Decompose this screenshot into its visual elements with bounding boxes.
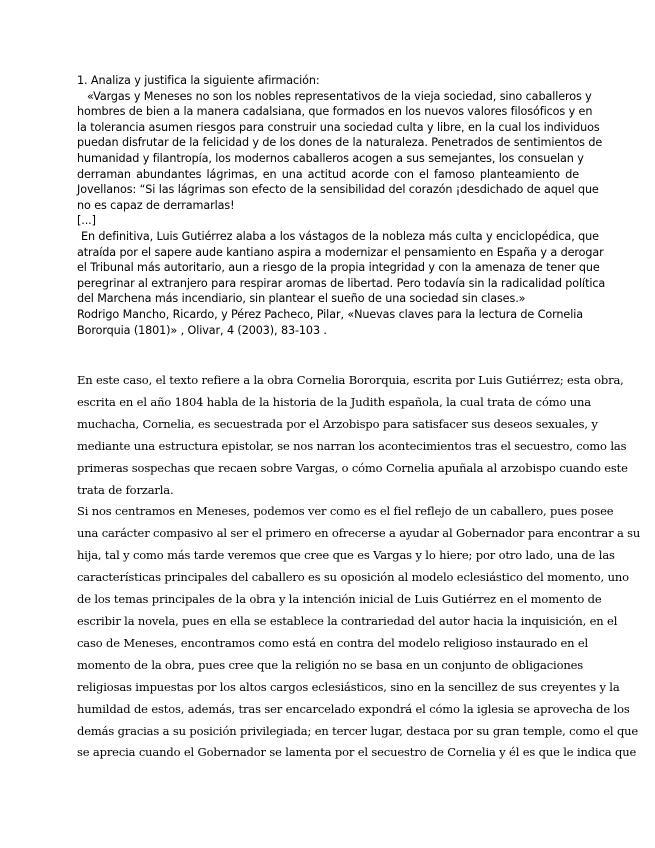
answer-line: En este caso, el texto refiere a la obra Cornelia Bororquia, escrita por Luis Gutiérrez; esta obra, xyxy=(77,373,624,387)
answer-line: de los temas principales de la obra y la intención inicial de Luis Gutiérrez en el momento de xyxy=(77,592,602,607)
quote-line: «Vargas y Meneses no son los nobles representativos de la vieja sociedad, sino caballeros y xyxy=(87,89,592,103)
answer-line: humildad de estos, además, tras ser encarcelado expondrá el cómo la iglesia se aprovecha de los xyxy=(77,701,630,716)
answer-line: hija, tal y como más tarde veremos que cree que es Vargas y lo hiere; por otro lado, una de las xyxy=(77,548,615,563)
answer-line: demás gracias a su posición privilegiada; en tercer lugar, destaca por su gran temple, como el que xyxy=(77,723,639,738)
answer-line: caso de Meneses, encontramos como está en contra del modelo religioso instaurado en el xyxy=(77,635,589,650)
quote-line: no es capaz de derramarlas! xyxy=(77,198,235,212)
citation-line: Bororquia (1801)» , Olivar, 4 (2003), 83-103 . xyxy=(77,323,327,337)
answer-line: trata de forzarla. xyxy=(77,482,174,497)
quote-ellipsis: [...] xyxy=(77,214,96,228)
quote-line: del Marchena más incendiario, sin plantear el sueño de una sociedad sin clases.» xyxy=(77,292,526,306)
quote-line: la tolerancia asumen riesgos para construir una sociedad culta y libre, en la cual los individuos xyxy=(77,120,600,134)
answer-line: una carácter compasivo al ser el primero en ofrecerse a ayudar al Gobernador para encontrar a su xyxy=(77,526,641,541)
answer-line: primeras sospechas que recaen sobre Vargas, o cómo Cornelia apuñala al arzobispo cuando este xyxy=(77,460,628,475)
quote-line: derraman abundantes lágrimas, en una actitud acorde con el famoso planteamiento de xyxy=(77,167,579,181)
quote-line: Jovellanos: “Si las lágrimas son efecto de la sensibilidad del corazón ¡desdichado de aquel que xyxy=(77,183,599,197)
answer-line: momento de la obra, pues cree que la religión no se basa en un conjunto de obligaciones xyxy=(77,657,584,672)
quote-line: atraída por el sapere aude kantiano aspira a modernizar el pensamiento en España y a derogar xyxy=(77,245,604,259)
answer-line: muchacha, Cornelia, es secuestrada por el Arzobispo para satisfacer sus deseos sexuales, y xyxy=(77,416,598,431)
answer-block xyxy=(77,370,641,764)
quote-line: puedan disfrutar de la felicidad y de los dones de la naturaleza. Penetrados de sentimientos de xyxy=(77,136,603,150)
answer-line: religiosas impuestas por los altos cargos eclesiásticos, sino en la sencillez de sus creyentes y la xyxy=(77,679,620,694)
quote-line: hombres de bien a la manera cadalsiana, que formados en los nuevos valores filosóficos y en xyxy=(77,105,593,119)
quote-line: peregrinar al extranjero para respirar aromas de libertad. Pero todavía sin la radicalidad política xyxy=(77,276,606,290)
answer-line: escribir la novela, pues en ella se establece la contrariedad del autor hacia la inquisición, en el xyxy=(77,613,618,628)
question-heading: 1. Analiza y justifica la siguiente afirmación: xyxy=(77,74,320,87)
citation-line: Rodrigo Mancho, Ricardo, y Pérez Pacheco, Pilar, «Nuevas claves para la lectura de Cornelia xyxy=(77,307,583,321)
quote-line: humanidad y filantropía, los modernos caballeros acogen a sus semejantes, los consuelan y xyxy=(77,151,584,165)
quote-line: En definitiva, Luis Gutiérrez alaba a los vástagos de la nobleza más culta y enciclopédica, que xyxy=(81,229,599,243)
quote-line: el Tribunal más autoritario, aun a riesgo de la propia integridad y con la amenaza de tener que xyxy=(77,261,600,275)
question-block xyxy=(77,73,606,338)
answer-line: mediante una estructura epistolar, se nos narran los acontecimientos tras el secuestro, como las xyxy=(77,438,627,453)
answer-line: escrita en el año 1804 habla de la historia de la Judith española, la cual trata de cómo una xyxy=(77,394,591,409)
answer-line: características principales del caballero es su oposición al modelo eclesiástico del momento, uno xyxy=(77,570,629,585)
answer-line: Si nos centramos en Meneses, podemos ver como es el fiel reflejo de un caballero, pues posee xyxy=(77,504,614,519)
answer-line: se aprecia cuando el Gobernador se lamenta por el secuestro de Cornelia y él es que le indica que xyxy=(77,745,637,760)
